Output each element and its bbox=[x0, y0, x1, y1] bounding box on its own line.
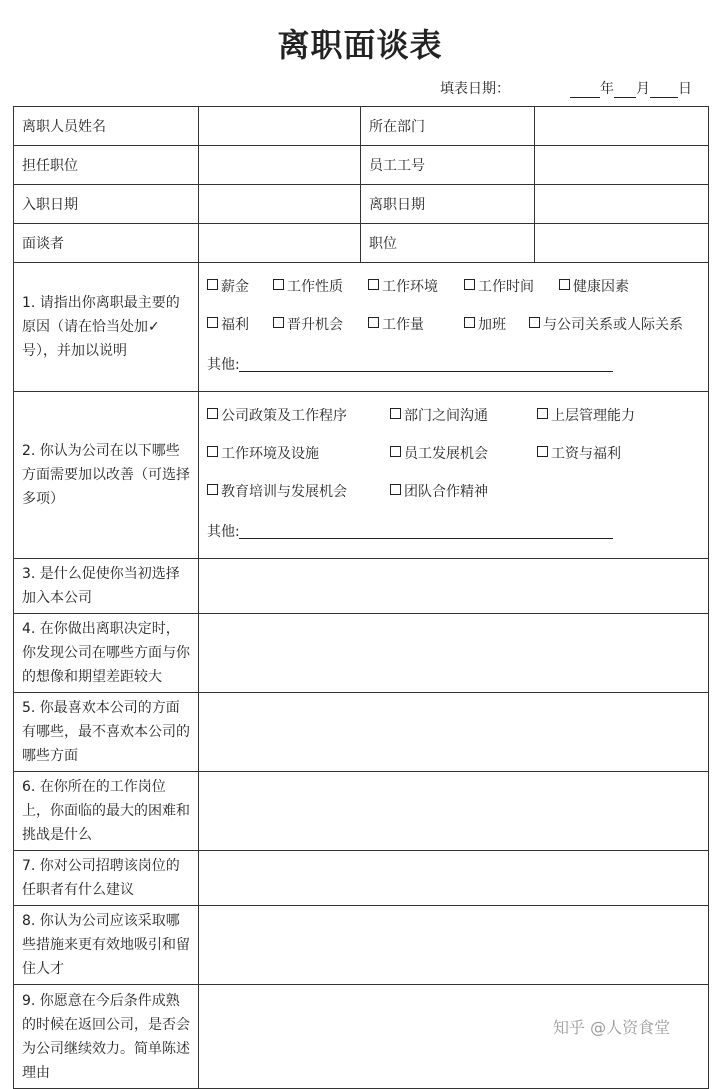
question-row-8 bbox=[14, 906, 709, 985]
checkbox-icon bbox=[390, 408, 401, 419]
employee-id-field[interactable] bbox=[535, 146, 709, 185]
checkbox-option[interactable]: 公司政策及工作程序 bbox=[207, 406, 347, 426]
watermark: 知乎 @人资食堂 bbox=[553, 1018, 671, 1037]
other-input-line[interactable] bbox=[239, 538, 613, 539]
question-6-answer[interactable] bbox=[199, 772, 709, 851]
checkbox-option[interactable]: 加班 bbox=[464, 315, 506, 335]
fill-date bbox=[440, 78, 692, 98]
checkbox-icon bbox=[207, 484, 218, 495]
question-3-answer[interactable] bbox=[199, 559, 709, 614]
checkbox-icon bbox=[368, 317, 379, 328]
question-6-label: 6. 在你所在的工作岗位上，你面临的最大的困难和挑战是什么 bbox=[14, 772, 199, 851]
question-1-options bbox=[199, 263, 709, 392]
fill-date-label: 填表日期： bbox=[440, 81, 510, 97]
checkbox-icon bbox=[207, 279, 218, 290]
interviewer-title-field[interactable] bbox=[535, 224, 709, 263]
day-label: 日 bbox=[678, 81, 692, 97]
exit-interview-table bbox=[13, 106, 709, 1089]
checkbox-option[interactable]: 健康因素 bbox=[559, 277, 629, 297]
checkbox-option[interactable]: 薪金 bbox=[207, 277, 249, 297]
info-row bbox=[14, 146, 709, 185]
question-4-answer[interactable] bbox=[199, 614, 709, 693]
year-label: 年 bbox=[600, 81, 614, 97]
leave-date-field[interactable] bbox=[535, 185, 709, 224]
hire-date-label: 入职日期 bbox=[14, 185, 199, 224]
question-3-label: 3. 是什么促使你当初选择加入本公司 bbox=[14, 559, 199, 614]
checkbox-option[interactable]: 部门之间沟通 bbox=[390, 406, 488, 426]
interviewer-title-label: 职位 bbox=[361, 224, 535, 263]
question-row-4 bbox=[14, 614, 709, 693]
question-7-answer[interactable] bbox=[199, 851, 709, 906]
other-label: 其他: bbox=[207, 524, 240, 540]
question-2-label: 2. 你认为公司在以下哪些方面需要加以改善（可选择多项） bbox=[14, 392, 199, 559]
checkbox-icon bbox=[207, 446, 218, 457]
checkbox-option[interactable]: 与公司关系或人际关系 bbox=[529, 315, 683, 335]
employee-id-label: 员工工号 bbox=[361, 146, 535, 185]
checkbox-option[interactable]: 工作环境 bbox=[368, 277, 438, 297]
checkbox-icon bbox=[464, 279, 475, 290]
checkbox-option[interactable]: 工作时间 bbox=[464, 277, 534, 297]
info-row bbox=[14, 224, 709, 263]
checkbox-icon bbox=[207, 408, 218, 419]
question-4-label: 4. 在你做出离职决定时，你发现公司在哪些方面与你的想像和期望差距较大 bbox=[14, 614, 199, 693]
checkbox-option[interactable]: 福利 bbox=[207, 315, 249, 335]
question-row-2 bbox=[14, 392, 709, 559]
interviewer-label: 面谈者 bbox=[14, 224, 199, 263]
leave-date-label: 离职日期 bbox=[361, 185, 535, 224]
checkbox-option[interactable]: 工作性质 bbox=[273, 277, 343, 297]
department-label: 所在部门 bbox=[361, 107, 535, 146]
info-row bbox=[14, 185, 709, 224]
checkbox-icon bbox=[368, 279, 379, 290]
month-blank[interactable] bbox=[614, 83, 636, 98]
question-row-7 bbox=[14, 851, 709, 906]
checkbox-option[interactable]: 工资与福利 bbox=[537, 444, 621, 464]
checkbox-icon bbox=[529, 317, 540, 328]
question-5-label: 5. 你最喜欢本公司的方面有哪些，最不喜欢本公司的哪些方面 bbox=[14, 693, 199, 772]
checkbox-icon bbox=[464, 317, 475, 328]
other-label: 其他: bbox=[207, 357, 240, 373]
question-row-3 bbox=[14, 559, 709, 614]
checkbox-option[interactable]: 上层管理能力 bbox=[537, 406, 635, 426]
checkbox-option[interactable]: 教育培训与发展机会 bbox=[207, 482, 347, 502]
checkbox-option[interactable]: 员工发展机会 bbox=[390, 444, 488, 464]
hire-date-field[interactable] bbox=[199, 185, 361, 224]
info-row bbox=[14, 107, 709, 146]
checkbox-icon bbox=[390, 484, 401, 495]
question-8-answer[interactable] bbox=[199, 906, 709, 985]
question-row-5 bbox=[14, 693, 709, 772]
form-title: 离职面谈表 bbox=[277, 26, 443, 64]
question-5-answer[interactable] bbox=[199, 693, 709, 772]
day-blank[interactable] bbox=[650, 83, 678, 98]
question-7-label: 7. 你对公司招聘该岗位的任职者有什么建议 bbox=[14, 851, 199, 906]
year-blank[interactable] bbox=[570, 83, 600, 98]
checkbox-option[interactable]: 团队合作精神 bbox=[390, 482, 488, 502]
employee-name-field[interactable] bbox=[199, 107, 361, 146]
checkbox-icon bbox=[273, 279, 284, 290]
checkbox-icon bbox=[559, 279, 570, 290]
position-field[interactable] bbox=[199, 146, 361, 185]
position-label: 担任职位 bbox=[14, 146, 199, 185]
checkbox-option[interactable]: 工作环境及设施 bbox=[207, 444, 319, 464]
question-row-6 bbox=[14, 772, 709, 851]
question-1-label: 1. 请指出你离职最主要的原因（请在恰当处加✓号），并加以说明 bbox=[14, 263, 199, 392]
checkbox-icon bbox=[273, 317, 284, 328]
checkbox-option[interactable]: 晋升机会 bbox=[273, 315, 343, 335]
checkbox-icon bbox=[390, 446, 401, 457]
question-row-1 bbox=[14, 263, 709, 392]
checkbox-icon bbox=[537, 446, 548, 457]
question-9-label: 9. 你愿意在今后条件成熟的时候在返回公司，是否会为公司继续效力。简单陈述理由 bbox=[14, 985, 199, 1089]
employee-name-label: 离职人员姓名 bbox=[14, 107, 199, 146]
question-8-label: 8. 你认为公司应该采取哪些措施来更有效地吸引和留住人才 bbox=[14, 906, 199, 985]
checkbox-option[interactable]: 工作量 bbox=[368, 315, 424, 335]
interviewer-field[interactable] bbox=[199, 224, 361, 263]
question-2-options bbox=[199, 392, 709, 559]
checkbox-icon bbox=[537, 408, 548, 419]
month-label: 月 bbox=[636, 81, 650, 97]
checkbox-icon bbox=[207, 317, 218, 328]
department-field[interactable] bbox=[535, 107, 709, 146]
other-input-line[interactable] bbox=[239, 371, 613, 372]
